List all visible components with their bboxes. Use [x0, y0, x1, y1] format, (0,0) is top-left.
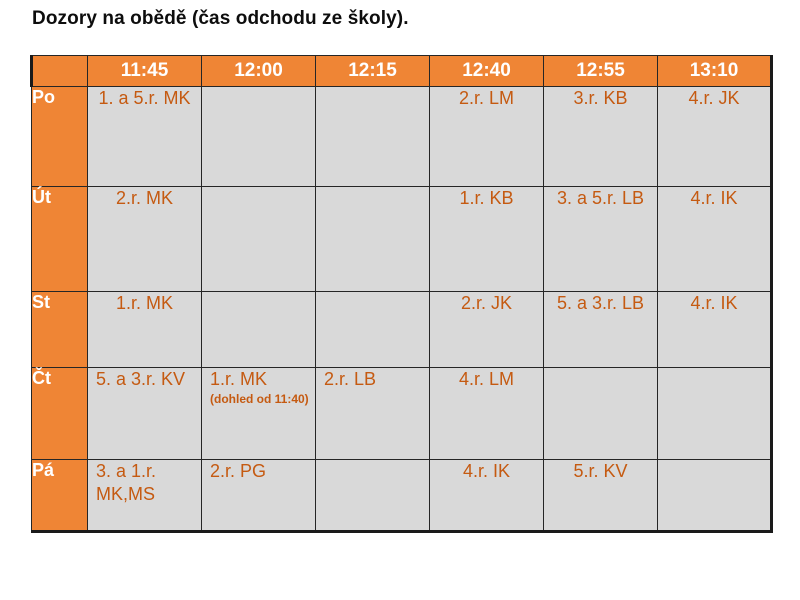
- cell-st-1200: [202, 292, 316, 368]
- table-row: [32, 187, 772, 292]
- cell-po-1145: 1. a 5.r. MK: [88, 87, 202, 187]
- cell-st-1215: [316, 292, 430, 368]
- row-day-label-ut: Út: [32, 187, 88, 292]
- cell-ut-1145: 2.r. MK: [88, 187, 202, 292]
- cell-po-1200: [202, 87, 316, 187]
- column-header-6: 13:10: [658, 56, 772, 87]
- cell-ct-1215: 2.r. LB: [316, 368, 430, 460]
- cell-ut-1200: [202, 187, 316, 292]
- cell-pa-1215: [316, 460, 430, 532]
- cell-ct-1200: [202, 368, 316, 460]
- cell-pa-1145: 3. a 1.r. MK,MS: [88, 460, 202, 532]
- cell-st-1255: 5. a 3.r. LB: [544, 292, 658, 368]
- duty-schedule-table: [30, 55, 773, 533]
- row-day-label-st: St: [32, 292, 88, 368]
- cell-st-1310: 4.r. IK: [658, 292, 772, 368]
- cell-st-1145: 1.r. MK: [88, 292, 202, 368]
- column-header-1: 11:45: [88, 56, 202, 87]
- cell-pa-1255: 5.r. KV: [544, 460, 658, 532]
- cell-ut-1255: 3. a 5.r. LB: [544, 187, 658, 292]
- table-row: [32, 368, 772, 460]
- cell-st-1240: 2.r. JK: [430, 292, 544, 368]
- row-day-label-pa: Pá: [32, 460, 88, 532]
- cell-pa-1240: 4.r. IK: [430, 460, 544, 532]
- cell-po-1310: 4.r. JK: [658, 87, 772, 187]
- row-day-label-po: Po: [32, 87, 88, 187]
- cell-ct-1200-text: 1.r. MK: [210, 369, 268, 389]
- cell-ct-1240: 4.r. LM: [430, 368, 544, 460]
- column-header-4: 12:40: [430, 56, 544, 87]
- table-header-row: [32, 56, 772, 87]
- cell-ut-1215: [316, 187, 430, 292]
- cell-pa-1200: 2.r. PG: [202, 460, 316, 532]
- column-header-2: 12:00: [202, 56, 316, 87]
- cell-po-1215: [316, 87, 430, 187]
- table-row: [32, 87, 772, 187]
- table-body: [32, 87, 772, 532]
- table-row: [32, 292, 772, 368]
- cell-ct-1145: 5. a 3.r. KV: [88, 368, 202, 460]
- table-header: [32, 56, 772, 87]
- cell-ut-1310: 4.r. IK: [658, 187, 772, 292]
- cell-pa-1310: [658, 460, 772, 532]
- table-row: [32, 460, 772, 532]
- cell-ct-1255: [544, 368, 658, 460]
- cell-po-1240: 2.r. LM: [430, 87, 544, 187]
- table-corner-cell: [32, 56, 88, 87]
- cell-ut-1240: 1.r. KB: [430, 187, 544, 292]
- cell-ct-1310: [658, 368, 772, 460]
- column-header-5: 12:55: [544, 56, 658, 87]
- cell-ct-1200-note: (dohled od 11:40): [210, 391, 309, 406]
- row-day-label-ct: Čt: [32, 368, 88, 460]
- cell-po-1255: 3.r. KB: [544, 87, 658, 187]
- column-header-3: 12:15: [316, 56, 430, 87]
- page-title: Dozory na obědě (čas odchodu ze školy).: [32, 8, 409, 29]
